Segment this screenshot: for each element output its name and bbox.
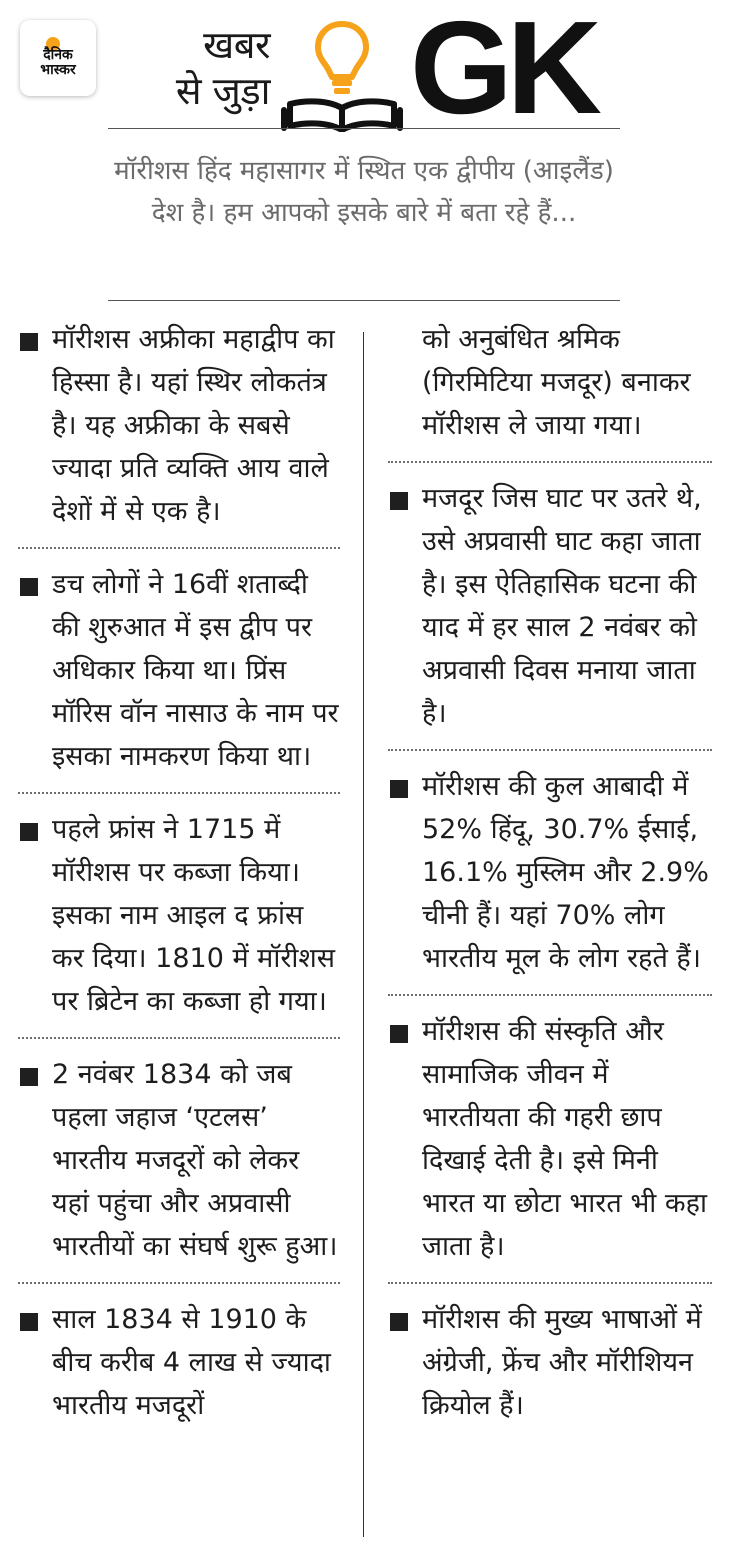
dotted-separator — [388, 461, 712, 463]
fact-text: डच लोगों ने 16वीं शताब्दी की शुरुआत में इस द्वीप पर अधिकार किया था। प्रिंस मॉरिस वॉन नासाउ के नाम पर इसका नामकरण किया था। — [52, 569, 339, 772]
open-book-icon — [284, 101, 400, 130]
bullet-square-icon — [20, 1068, 38, 1086]
fact-item — [18, 318, 340, 533]
fact-item — [18, 808, 340, 1023]
fact-text: मॉरीशस की मुख्य भाषाओं में अंग्रेजी, फ्रेंच और मॉरीशियन क्रियोल हैं। — [422, 1304, 702, 1421]
dotted-separator — [18, 547, 340, 549]
intro-text: मॉरीशस हिंद महासागर में स्थित एक द्वीपीय (आइलैंड) देश है। हम आपको इसके बारे में बता रहे हैं... — [114, 156, 614, 228]
bullet-square-icon — [20, 823, 38, 841]
bullet-square-icon — [390, 492, 408, 510]
left-column — [18, 318, 340, 1427]
column-divider — [363, 332, 364, 1537]
header-khabar — [140, 22, 270, 114]
bullet-square-icon — [390, 780, 408, 798]
dotted-separator — [18, 792, 340, 794]
header-gk-title: GK — [410, 0, 596, 141]
fact-item — [18, 1053, 340, 1268]
fact-item-continuation — [388, 318, 712, 447]
logo-text-line2: भास्कर — [40, 62, 76, 78]
right-column — [388, 318, 712, 1427]
fact-text: 2 नवंबर 1834 को जब पहला जहाज ‘एटलस’ भारतीय मजदूरों को लेकर यहां पहुंचा और अप्रवासी भारतीयों का संघर्ष शुरू हुआ। — [52, 1059, 338, 1262]
fact-text: पहले फ्रांस ने 1715 में मॉरीशस पर कब्जा किया। इसका नाम आइल द फ्रांस कर दिया। 1810 में मॉरीशस पर ब्रिटेन का कब्जा हो गया। — [52, 814, 335, 1017]
fact-text: को अनुबंधित श्रमिक (गिरमिटिया मजदूर) बनाकर मॉरीशस ले जाया गया। — [422, 324, 691, 441]
dotted-separator — [18, 1282, 340, 1284]
logo-text-line1: दैनिक — [43, 47, 73, 64]
dotted-separator — [388, 749, 712, 751]
bullet-square-icon — [390, 1313, 408, 1331]
dotted-separator — [388, 994, 712, 996]
bullet-square-icon — [390, 1025, 408, 1043]
bullet-square-icon — [20, 1313, 38, 1331]
fact-text: मॉरीशस की संस्कृति और सामाजिक जीवन में भारतीयता की गहरी छाप दिखाई देती है। इसे मिनी भारत या छोटा भारत भी कहा जाता है। — [422, 1016, 707, 1262]
fact-text: मजदूर जिस घाट पर उतरे थे, उसे अप्रवासी घाट कहा जाता है। इस ऐतिहासिक घटना की याद में हर साल 2 नवंबर को अप्रवासी दिवस मनाया जाता है। — [422, 483, 702, 729]
bulb-book-graphic — [280, 14, 405, 132]
intro-divider — [108, 300, 620, 301]
top-divider — [108, 128, 620, 129]
fact-item — [18, 1298, 340, 1427]
lightbulb-icon — [318, 24, 366, 94]
fact-item — [388, 1010, 712, 1268]
dotted-separator — [18, 1037, 340, 1039]
header-khabar-line2: से जुड़ा — [175, 69, 270, 113]
brand-logo — [20, 20, 96, 96]
fact-item — [388, 477, 712, 735]
dotted-separator — [388, 1282, 712, 1284]
fact-item — [388, 1298, 712, 1427]
fact-item — [18, 563, 340, 778]
fact-text: साल 1834 से 1910 के बीच करीब 4 लाख से ज्यादा भारतीय मजदूरों — [52, 1304, 331, 1421]
fact-text: मॉरीशस की कुल आबादी में 52% हिंदू, 30.7% ईसाई, 16.1% मुस्लिम और 2.9% चीनी हैं। यहां 70% लोग भारतीय मूल के लोग रहते हैं। — [422, 771, 709, 974]
bullet-square-icon — [20, 578, 38, 596]
fact-item — [388, 765, 712, 980]
fact-text: मॉरीशस अफ्रीका महाद्वीप का हिस्सा है। यहां स्थिर लोकतंत्र है। यह अफ्रीका के सबसे ज्यादा प्रति व्यक्ति आय वाले देशों में से एक है। — [52, 324, 335, 527]
header-khabar-line1: खबर — [203, 23, 270, 67]
bullet-square-icon — [20, 333, 38, 351]
